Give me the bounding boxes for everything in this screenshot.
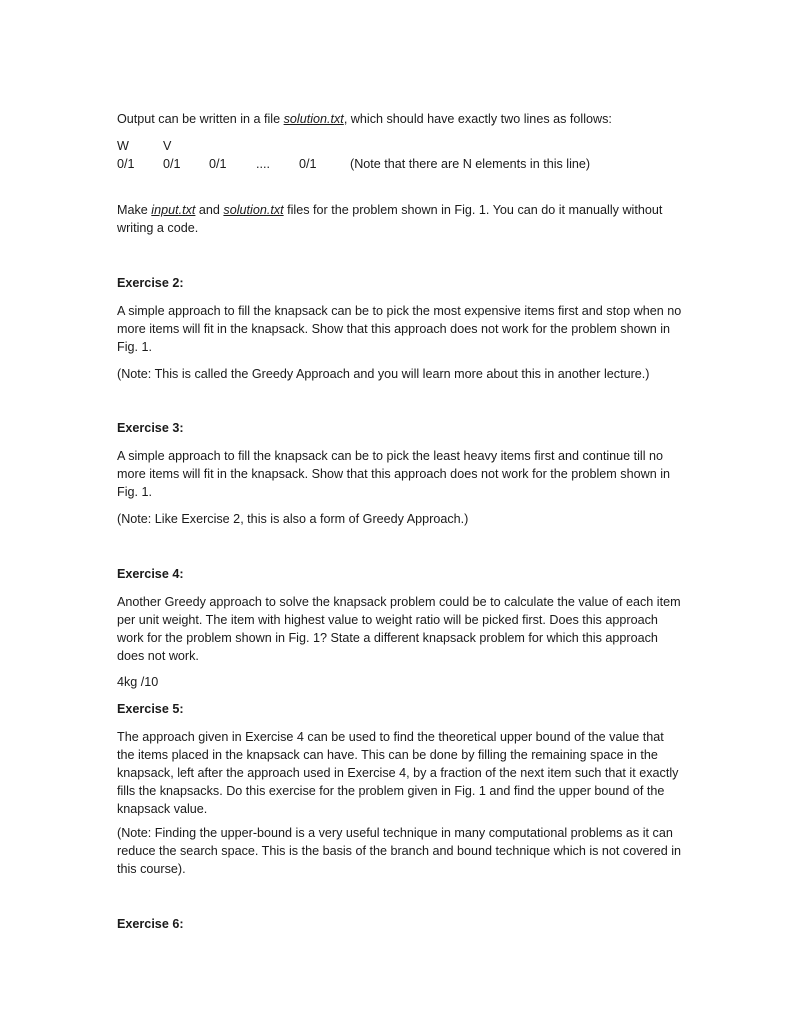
make-files-and: and [195,203,224,217]
format-cell-2: 0/1 [163,157,181,171]
format-w: W [117,139,129,153]
exercise-4-body: Another Greedy approach to solve the knapsack problem could be to calculate the value of each item per unit weight. The item with highest value to weight ratio will be picked first. Does this approach work for the problem shown in Fig. 1? State a different knapsack problem for which this approach does not work. [117,595,681,663]
exercise-3-note: (Note: Like Exercise 2, this is also a form of Greedy Approach.) [117,512,469,526]
exercise-4-answer: 4kg /10 [117,675,159,689]
exercise-5-body: The approach given in Exercise 4 can be used to find the theoretical upper bound of the value that the items placed in the knapsack can have. This can be done by filling the remaining space in the knapsack, left after the approach used in Exercise 4, by a fraction of the next item such that it exactly fills the knapsacks. Do this exercise for the problem given in Fig. 1 and find the upper bound of the knapsack value. [117,730,679,816]
solution-filename-2: solution.txt [223,203,284,217]
exercise-6-heading: Exercise 6: [117,917,184,931]
make-files-text-end: files for the problem shown in Fig. 1. You can do it manually without writing a code. [117,203,663,235]
input-filename: input.txt [151,203,196,217]
exercise-4-heading: Exercise 4: [117,567,184,581]
make-files-text: Make [117,203,152,217]
exercise-2-body: A simple approach to fill the knapsack can be to pick the most expensive items first and stop when no more items will fit in the knapsack. Show that this approach does not work for the problem shown in Fig. 1. [117,304,682,354]
format-cell-4: 0/1 [299,157,317,171]
format-note: (Note that there are N elements in this line) [350,157,591,171]
exercise-3-body: A simple approach to fill the knapsack can be to pick the least heavy items first and continue till no more items will fit in the knapsack. Show that this approach does not work for the problem shown in Fig. 1. [117,449,670,499]
exercise-2-heading: Exercise 2: [117,276,184,290]
format-cell-1: 0/1 [117,157,135,171]
format-v: V [163,139,172,153]
solution-filename: solution.txt [283,112,344,126]
exercise-2-note: (Note: This is called the Greedy Approach and you will learn more about this in another lecture.) [117,367,650,381]
exercise-5-heading: Exercise 5: [117,702,184,716]
output-intro-text: Output can be written in a file [117,112,284,126]
exercise-5-note: (Note: Finding the upper-bound is a very useful technique in many computational problems as it can reduce the search space. This is the basis of the branch and bound technique which is not covered in this course). [117,826,682,876]
exercise-3-heading: Exercise 3: [117,421,184,435]
make-files-paragraph [117,201,682,237]
format-ellipsis: .... [256,157,270,171]
output-intro-text-end: , which should have exactly two lines as follows: [343,112,612,126]
output-intro [117,110,682,128]
format-cell-3: 0/1 [209,157,227,171]
